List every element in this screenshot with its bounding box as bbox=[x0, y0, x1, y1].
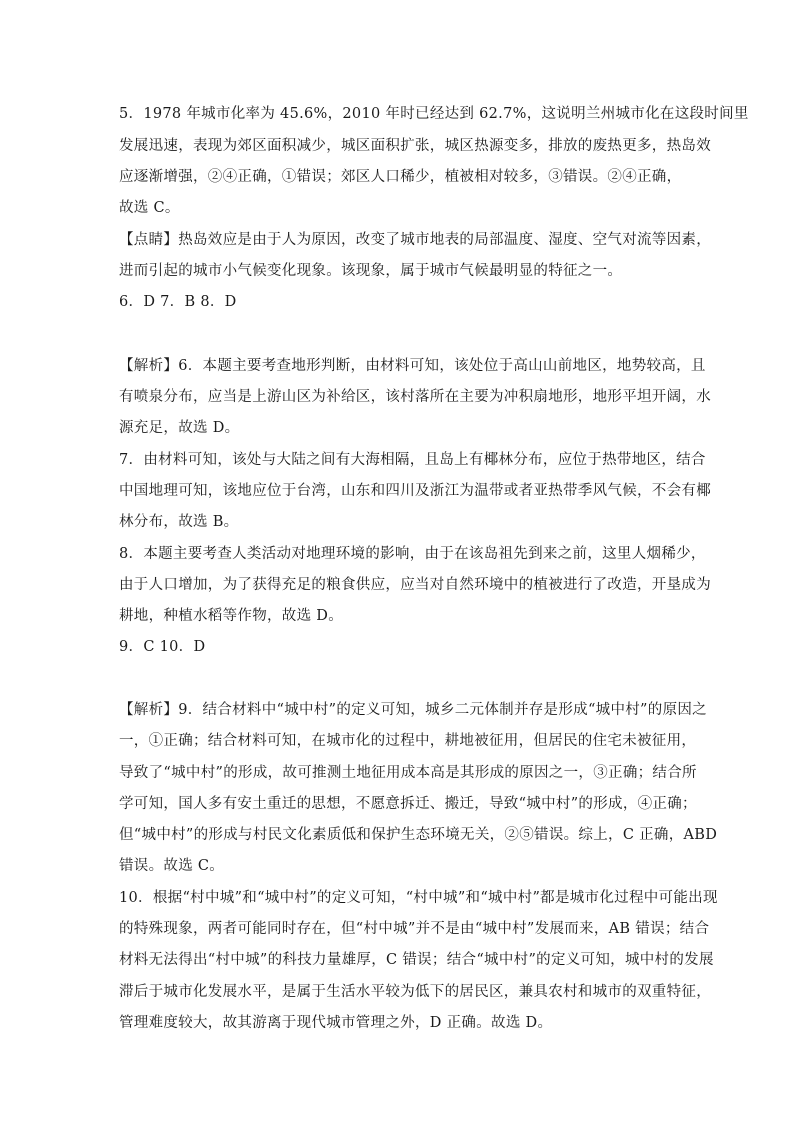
text-line: 但“城中村”的形成与村民文化素质低和保护生态环境无关，②⑤错误。综上，C 正确，ABD bbox=[119, 827, 718, 843]
text-line: 应逐渐增强，②④正确，①错误；郊区人口稀少，植被相对较多，③错误。②④正确， bbox=[119, 169, 682, 185]
text-line: 发展迅速，表现为郊区面积减少，城区面积扩张，城区热源变多，排放的废热更多，热岛效 bbox=[119, 138, 711, 154]
text-line: 一，①正确；结合材料可知，在城市化的过程中，耕地被征用，但居民的住宅未被征用， bbox=[119, 733, 697, 749]
text-line: 【点睛】热岛效应是由于人为原因，改变了城市地表的局部温度、湿度、空气对流等因素， bbox=[119, 232, 711, 248]
text-line: 5．1978 年城市化率为 45.6%，2010 年时已经达到 62.7%，这说明兰州城市化在这段时间里 bbox=[119, 106, 749, 122]
text-line: 导致了“城中村”的形成，故可推测土地征用成本高是其形成的原因之一，③正确；结合所 bbox=[119, 765, 697, 781]
text-line: 源充足，故选 D。 bbox=[119, 420, 240, 436]
text-line: 耕地，种植水稻等作物，故选 D。 bbox=[119, 608, 344, 624]
text-line: 7．由材料可知，该处与大陆之间有大海相隔，且岛上有椰林分布，应位于热带地区，结合 bbox=[119, 452, 706, 468]
text-line: 学可知，国人多有安土重迁的思想，不愿意拆迁、搬迁，导致“城中村”的形成，④正确； bbox=[119, 796, 697, 812]
text-line: 管理难度较大，故其游离于现代城市管理之外，D 正确。故选 D。 bbox=[119, 1015, 553, 1031]
text-line: 【解析】6．本题主要考查地形判断，由材料可知，该处位于高山山前地区，地势较高，且 bbox=[119, 358, 706, 374]
text-line: 有喷泉分布，应当是上游山区为补给区，该村落所在主要为冲积扇地形，地形平坦开阔，水 bbox=[119, 389, 711, 405]
answer-line: 9．C 10．D bbox=[119, 639, 206, 655]
text-line: 【解析】9．结合材料中“城中村”的定义可知，城乡二元体制并存是形成“城中村”的原因之 bbox=[119, 702, 707, 718]
text-line: 8．本题主要考查人类活动对地理环境的影响，由于在该岛祖先到来之前，这里人烟稀少， bbox=[119, 546, 706, 562]
text-line: 的特殊现象，两者可能同时存在，但“村中城”并不是由“城中村”发展而来，AB 错误；结合 bbox=[119, 921, 710, 937]
text-line: 材料无法得出“村中城”的科技力量雄厚，C 错误；结合“城中村”的定义可知，城中村的发展 bbox=[119, 952, 714, 968]
text-line: 10．根据“村中城”和“城中村”的定义可知，“村中城”和“城中村”都是城市化过程中可能出现 bbox=[119, 890, 718, 906]
text-line: 林分布，故选 B。 bbox=[119, 514, 239, 530]
answer-line: 6．D 7．B 8．D bbox=[119, 294, 237, 310]
text-line: 中国地理可知，该地应位于台湾，山东和四川及浙江为温带或者亚热带季风气候，不会有椰 bbox=[119, 483, 711, 499]
text-line: 由于人口增加，为了获得充足的粮食供应，应当对自然环境中的植被进行了改造，开垦成为 bbox=[119, 577, 711, 593]
text-line: 滞后于城市化发展水平，是属于生活水平较为低下的居民区，兼具农村和城市的双重特征， bbox=[119, 984, 711, 1000]
text-line: 错误。故选 C。 bbox=[119, 858, 225, 874]
text-line: 进而引起的城市小气候变化现象。该现象，属于城市气候最明显的特征之一。 bbox=[119, 263, 623, 279]
text-line: 故选 C。 bbox=[119, 200, 180, 216]
